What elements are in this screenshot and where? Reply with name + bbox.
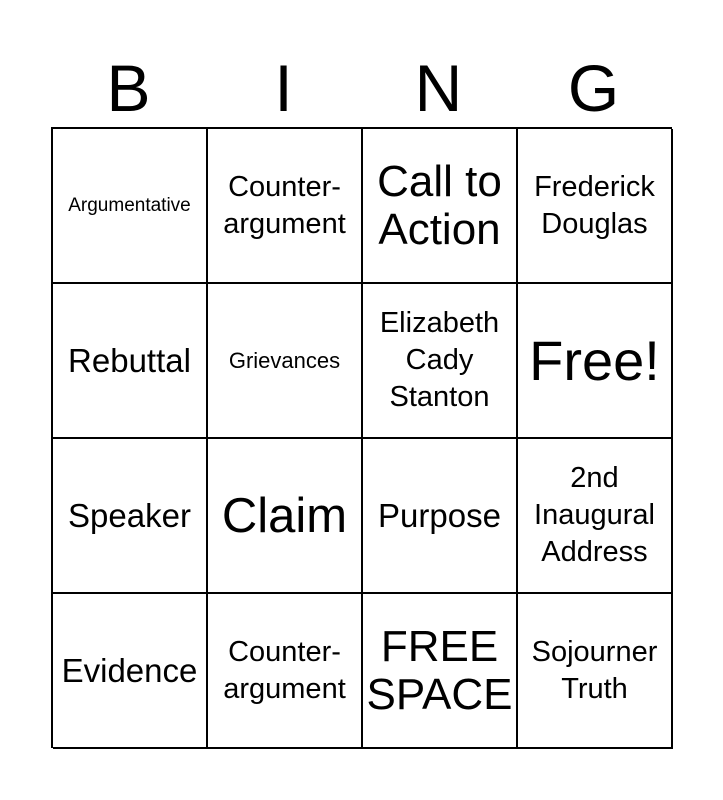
- bingo-cell[interactable]: [518, 129, 673, 284]
- bingo-cell[interactable]: [53, 284, 208, 439]
- cell-text: Elizabeth Cady Stanton: [379, 307, 500, 413]
- cell-text: Claim: [221, 488, 348, 543]
- bingo-cell[interactable]: [53, 594, 208, 749]
- cell-text: Free!: [529, 328, 660, 392]
- cell-text: Counter- argument: [223, 170, 346, 240]
- header-letter-n: N: [414, 51, 463, 125]
- bingo-cell[interactable]: [208, 129, 363, 284]
- cell-text: Argumentative: [68, 194, 191, 216]
- header-letter-g: G: [567, 51, 620, 125]
- cell-text: Frederick Douglas: [534, 170, 655, 240]
- cell-text: Rebuttal: [68, 341, 191, 379]
- cell-text: Counter- argument: [223, 635, 346, 705]
- header-letter-b: B: [106, 51, 151, 125]
- bingo-cell[interactable]: [208, 284, 363, 439]
- bingo-board: [51, 127, 672, 748]
- bingo-cell[interactable]: [208, 594, 363, 749]
- bingo-header: [51, 52, 671, 124]
- cell-text: Call to Action: [377, 156, 502, 254]
- free-space-cell[interactable]: [518, 284, 673, 439]
- bingo-cell[interactable]: [208, 439, 363, 594]
- free-space-cell[interactable]: [363, 594, 518, 749]
- bingo-cell[interactable]: [518, 594, 673, 749]
- bingo-cell[interactable]: [363, 439, 518, 594]
- bingo-cell[interactable]: [518, 439, 673, 594]
- bingo-cell[interactable]: [53, 439, 208, 594]
- cell-text: FREE SPACE: [366, 621, 513, 719]
- bingo-cell[interactable]: [363, 284, 518, 439]
- bingo-cell[interactable]: [363, 129, 518, 284]
- header-letter-i: I: [274, 51, 293, 125]
- cell-text: 2nd Inaugural Address: [534, 462, 655, 568]
- cell-text: Speaker: [68, 496, 191, 534]
- bingo-cell[interactable]: [53, 129, 208, 284]
- cell-text: Purpose: [378, 496, 501, 534]
- cell-text: Sojourner Truth: [531, 635, 658, 705]
- cell-text: Grievances: [228, 347, 341, 373]
- cell-text: Evidence: [61, 651, 198, 689]
